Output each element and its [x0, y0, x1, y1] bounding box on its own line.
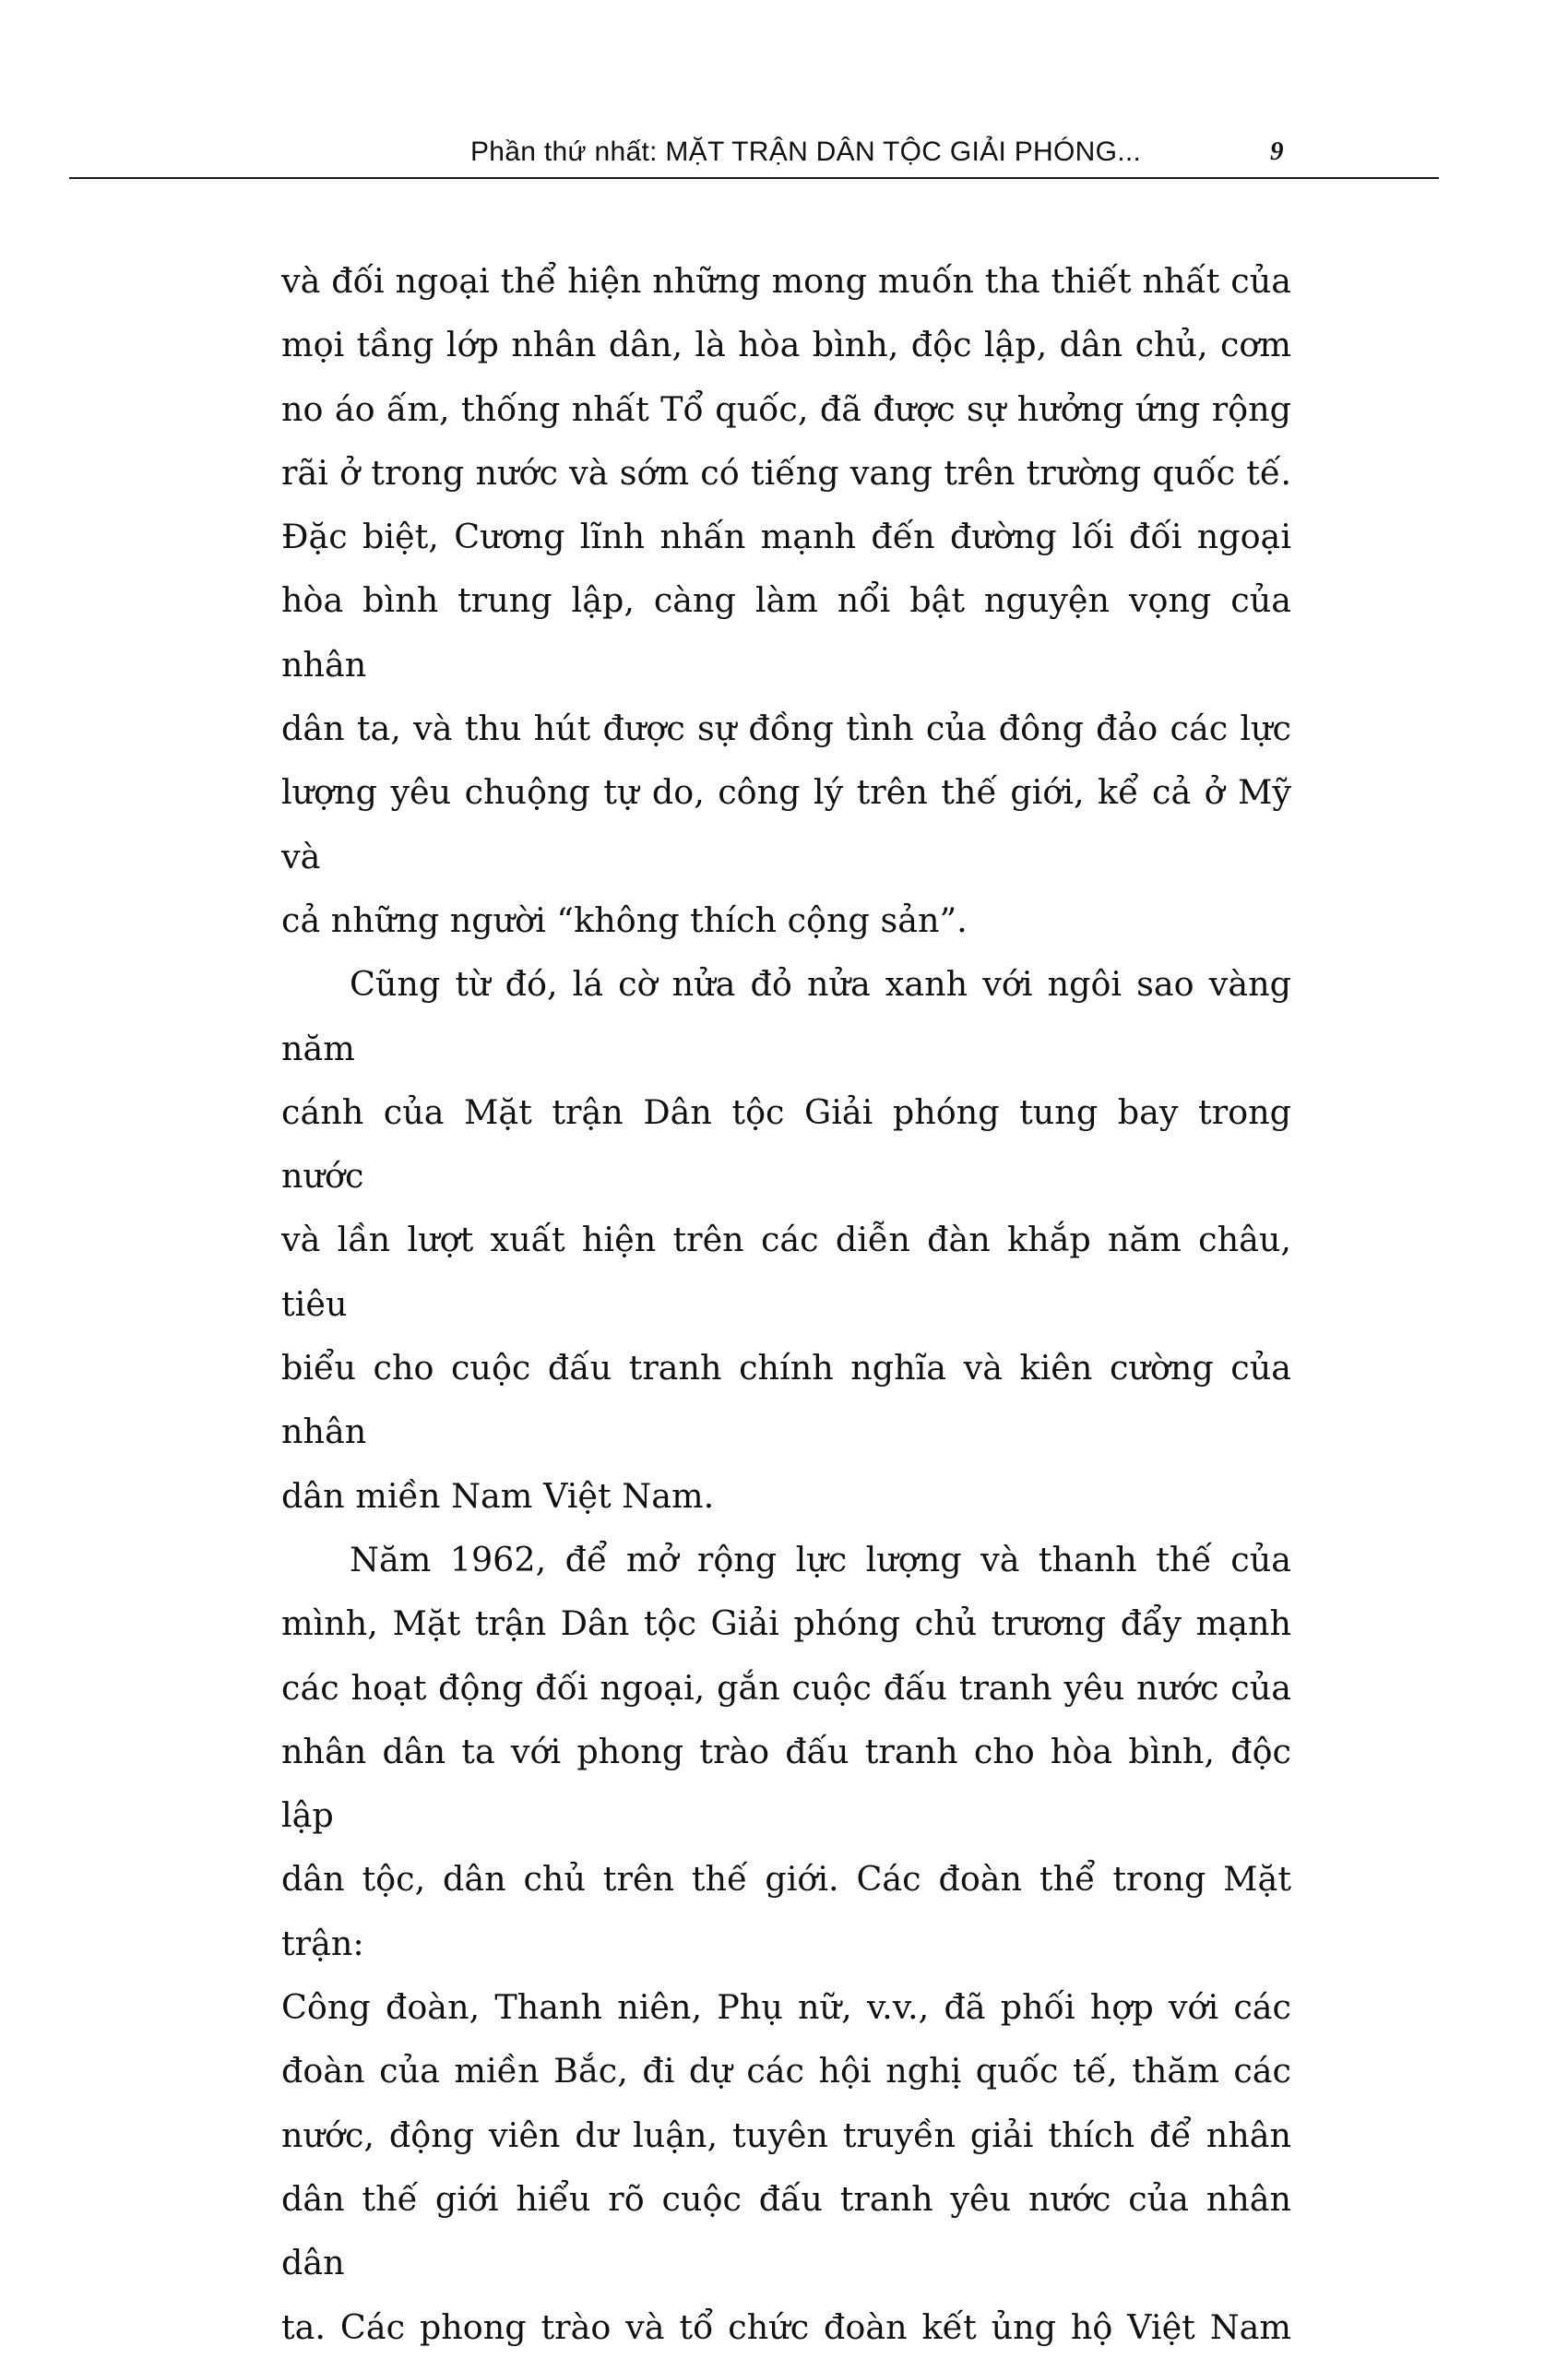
page-number: 9	[1270, 137, 1284, 166]
text-line: cả những người “không thích cộng sản”.	[281, 900, 968, 940]
text-line: rãi ở trong nước và sớm có tiếng vang trên trường quốc tế.	[281, 452, 1291, 493]
running-header	[69, 129, 1439, 179]
text-line: Cũng từ đó, lá cờ nửa đỏ nửa xanh với ngôi sao vàng năm	[281, 964, 1291, 1068]
text-line: Công đoàn, Thanh niên, Phụ nữ, v.v., đã phối hợp với các	[281, 1987, 1291, 2028]
text-line: nước, động viên dư luận, tuyên truyền giải thích để nhân	[281, 2115, 1291, 2155]
text-line: và đối ngoại thể hiện những mong muốn tha thiết nhất của	[281, 261, 1291, 301]
text-line: dân tộc, dân chủ trên thế giới. Các đoàn thể trong Mặt trận:	[281, 1859, 1291, 1963]
text-line: lượng yêu chuộng tự do, công lý trên thế giới, kể cả ở Mỹ và	[281, 772, 1291, 876]
text-line: hòa bình trung lập, càng làm nổi bật nguyện vọng của nhân	[281, 580, 1291, 685]
text-line: mọi tầng lớp nhân dân, là hòa bình, độc lập, dân chủ, cơm	[281, 325, 1291, 365]
text-line: dân miền Nam Việt Nam.	[281, 1475, 715, 1516]
text-line: dân thế giới hiểu rõ cuộc đấu tranh yêu nước của nhân dân	[281, 2178, 1291, 2283]
text-line: ta. Các phong trào và tổ chức đoàn kết ủng hộ Việt Nam	[281, 2306, 1291, 2347]
text-line: các hoạt động đối ngoại, gắn cuộc đấu tranh yêu nước của	[281, 1667, 1291, 1708]
text-line: đoàn của miền Bắc, đi dự các hội nghị quốc tế, thăm các	[281, 2051, 1291, 2091]
header-title: Phần thứ nhất: MẶT TRẬN DÂN TỘC GIẢI PHÓNG...	[470, 137, 1142, 167]
text-line: biểu cho cuộc đấu tranh chính nghĩa và kiên cường của nhân	[281, 1348, 1291, 1452]
text-line: no áo ấm, thống nhất Tổ quốc, đã được sự hưởng ứng rộng	[281, 388, 1291, 429]
text-line: nhân dân ta với phong trào đấu tranh cho hòa bình, độc lập	[281, 1731, 1291, 1836]
text-line: và lần lượt xuất hiện trên các diễn đàn khắp năm châu, tiêu	[281, 1220, 1291, 1324]
body-text	[281, 249, 1291, 2359]
text-line: Năm 1962, để mở rộng lực lượng và thanh thế của	[350, 1539, 1291, 1579]
text-line: cánh của Mặt trận Dân tộc Giải phóng tung bay trong nước	[281, 1091, 1291, 1197]
text-line: dân ta, và thu hút được sự đồng tình của đông đảo các lực	[281, 709, 1291, 749]
text-line: Đặc biệt, Cương lĩnh nhấn mạnh đến đường lối đối ngoại	[281, 517, 1291, 557]
text-line: mình, Mặt trận Dân tộc Giải phóng chủ trương đẩy mạnh	[281, 1603, 1291, 1644]
